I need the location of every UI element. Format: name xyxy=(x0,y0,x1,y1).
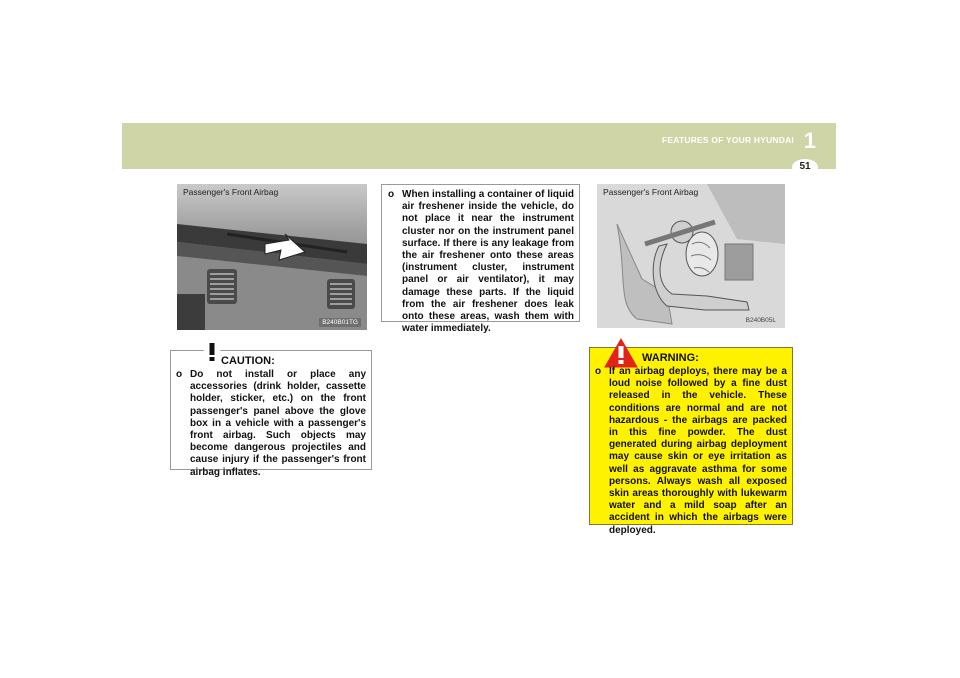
airbag-deployment-illustration xyxy=(597,184,785,328)
note-item xyxy=(388,189,574,335)
caution-text: Do not install or place any accessories (drink holder, cassette holder, sticker, etc.) on the front passenger's panel above the glove box in a vehicle with a passenger's front airbag. Such objects may become dangerous projectiles and cause injury if the passenger's front airbag inflates. xyxy=(190,369,366,478)
air-freshener-note-box xyxy=(381,184,580,335)
figure-caption: Passenger's Front Airbag xyxy=(183,187,279,197)
figure-code: B240B05L xyxy=(745,317,776,324)
dashboard-illustration xyxy=(177,184,367,330)
bullet-marker: o xyxy=(595,366,602,377)
bullet-marker: o xyxy=(388,189,395,200)
caution-heading: CAUTION: xyxy=(221,355,275,367)
warning-triangle-icon xyxy=(604,338,638,368)
warning-item xyxy=(595,366,787,537)
dashboard-airbag-photo xyxy=(177,184,367,330)
figure-caption: Passenger's Front Airbag xyxy=(603,187,699,197)
figure-code: B240B01TG xyxy=(319,318,361,327)
note-text: When installing a container of liquid air freshener inside the vehicle, do not place it near the instrument cluster nor on the instrument panel surface. If there is any leakage from the air freshener onto these areas (instrument cluster, instrument panel or air ventilator), it may damage these parts. If the liquid from the air freshener does leak onto these areas, wash them with water immediately. xyxy=(402,189,574,335)
caution-item xyxy=(176,369,366,479)
bullet-marker: o xyxy=(176,369,183,380)
warning-box xyxy=(589,347,793,536)
section-title: FEATURES OF YOUR HYUNDAI xyxy=(662,135,794,145)
chapter-header-band xyxy=(122,123,836,169)
chapter-number: 1 xyxy=(803,128,816,153)
warning-text: If an airbag deploys, there may be a loud noise followed by a fine dust released in the vehicle. These conditions are normal and are not hazardous - the airbags are packed in this fine powder. The dust generated during airbag deployment may cause skin or eye irritation as well as aggravate asthma for some persons. Always wash all exposed skin areas thoroughly with lukewarm water and a mild soap after an accident in which the airbags were deployed. xyxy=(609,366,787,536)
occupant-airbag-illustration xyxy=(597,184,785,328)
page-number: 51 xyxy=(792,159,818,175)
caution-box xyxy=(170,350,372,478)
warning-heading: WARNING: xyxy=(642,352,699,364)
